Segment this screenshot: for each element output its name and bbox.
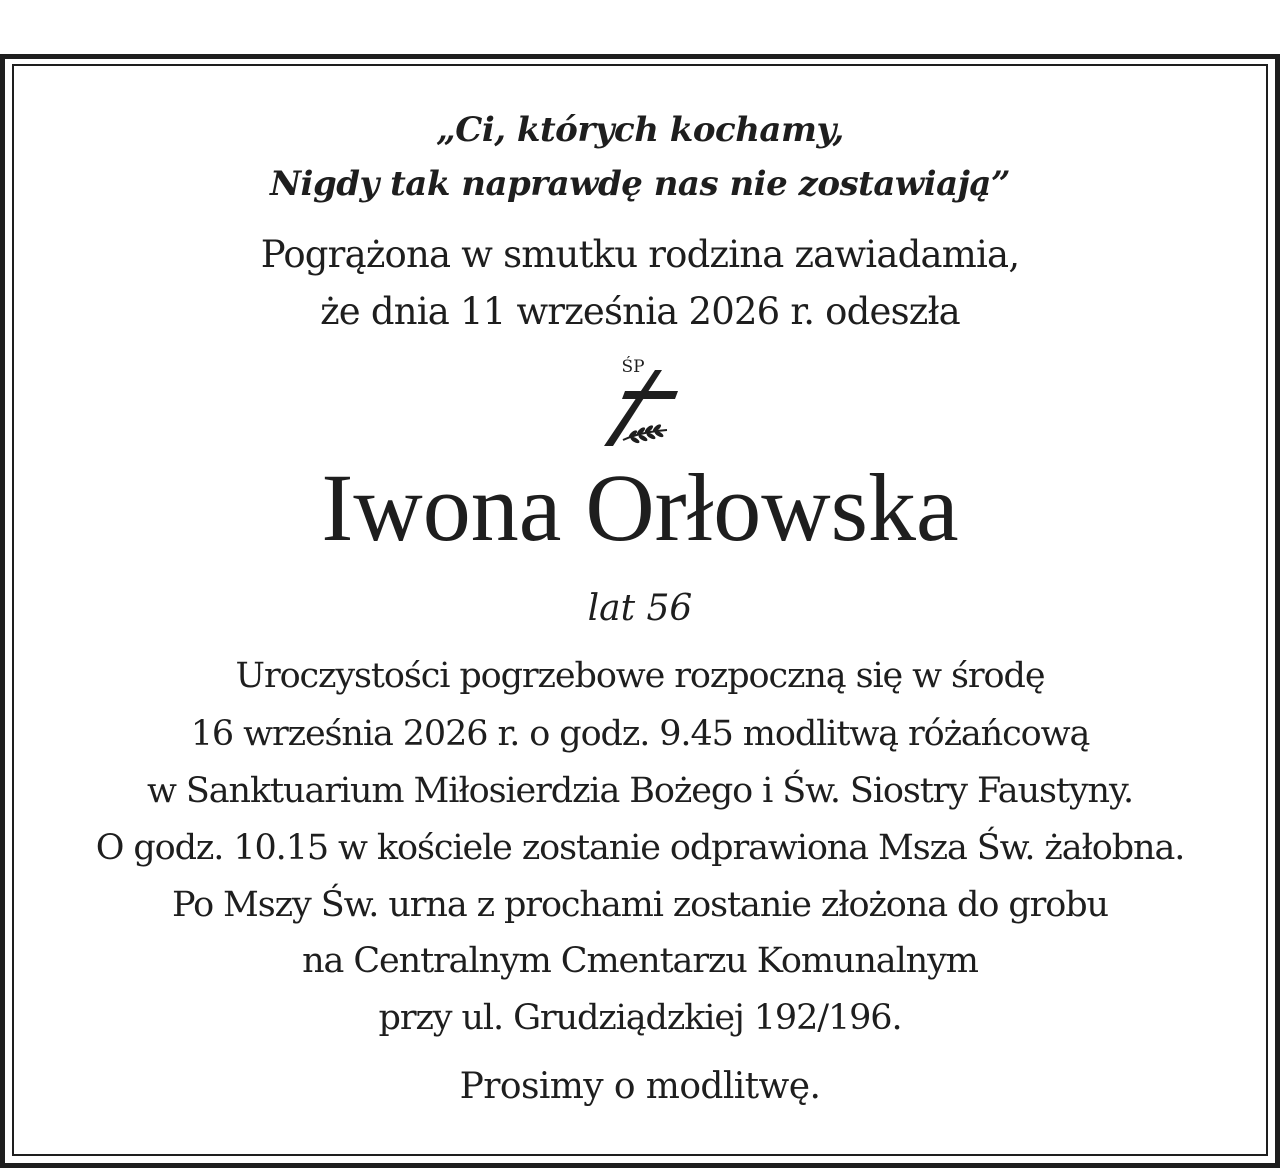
honorific-label: ŚP bbox=[621, 357, 645, 377]
funeral-line-5: Po Mszy Św. urna z prochami zostanie złożona do grobu bbox=[172, 885, 1108, 925]
funeral-line-2: 16 września 2026 r. o godz. 9.45 modlitwą różańcową bbox=[190, 714, 1090, 754]
funeral-line-1: Uroczystości pogrzebowe rozpoczną się w środę bbox=[235, 656, 1045, 696]
intro-line-1: Pogrążona w smutku rodzina zawiadamia, bbox=[260, 233, 1020, 276]
closing-line: Prosimy o modlitwę. bbox=[459, 1066, 821, 1107]
quote-line-1: „Ci, których kochamy, bbox=[436, 110, 844, 150]
funeral-line-7: przy ul. Grudziądzkiej 192/196. bbox=[378, 998, 902, 1038]
deceased-name: Iwona Orłowska bbox=[321, 454, 959, 561]
funeral-line-6: na Centralnym Cmentarzu Komunalnym bbox=[302, 941, 978, 981]
funeral-line-4: O godz. 10.15 w kościele zostanie odprawiona Msza Św. żałobna. bbox=[95, 828, 1185, 868]
cross-with-palm-icon bbox=[595, 350, 685, 450]
funeral-line-3: w Sanktuarium Miłosierdzia Bożego i Św. Siostry Faustyny. bbox=[146, 771, 1134, 811]
age-label: lat 56 bbox=[587, 588, 693, 629]
intro-line-2: że dnia 11 września 2026 r. odeszła bbox=[320, 290, 960, 333]
quote-line-2: Nigdy tak naprawdę nas nie zostawiają” bbox=[269, 164, 1011, 204]
